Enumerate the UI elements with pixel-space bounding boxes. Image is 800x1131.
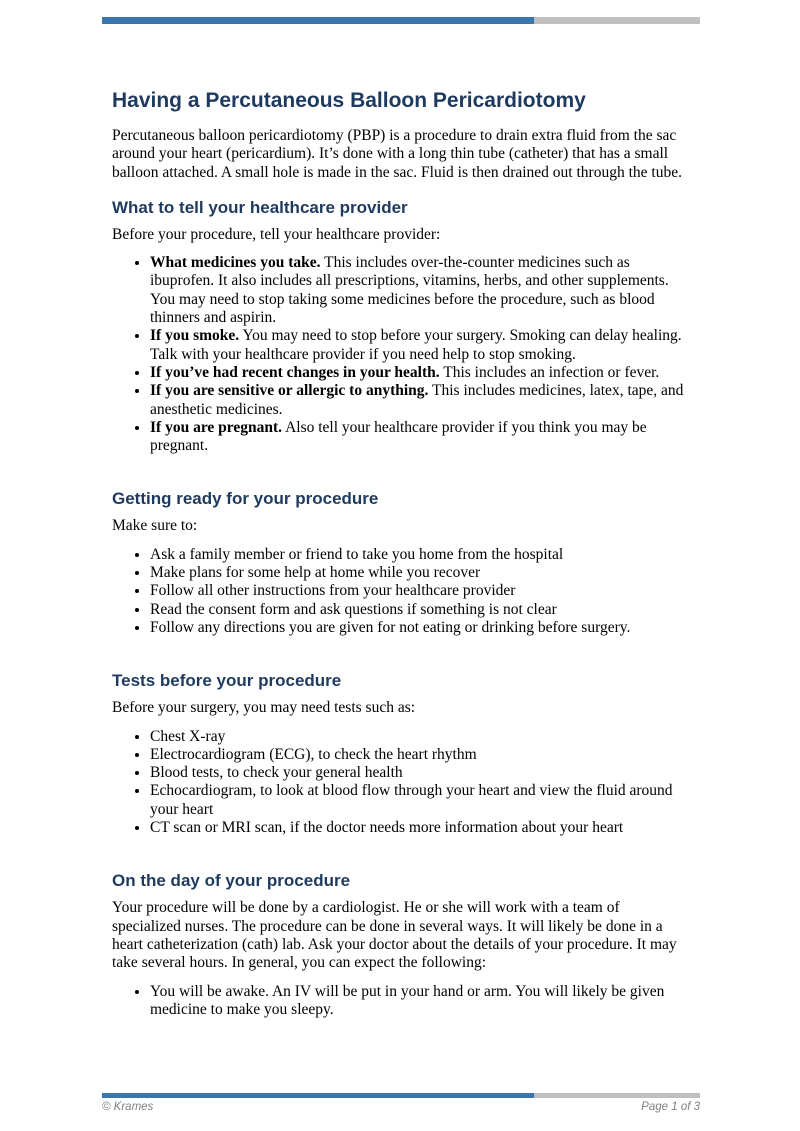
bullet-bold-lead: What medicines you take. [150,254,321,272]
section-intro: Before your procedure, tell your healthcare provider: [112,225,441,243]
list-item [150,564,689,582]
list-item [150,419,689,456]
section-tests-before [112,671,689,837]
bullet-bold-lead: If you smoke. [150,327,240,345]
copyright-text: © Krames [102,1101,154,1113]
list-item [150,327,689,364]
page-title: Having a Percutaneous Balloon Pericardiotomy [112,89,586,112]
bullet-text: Make plans for some help at home while you recover [150,564,481,582]
page-number: Page 1 of 3 [641,1101,700,1113]
bullet-text: Ask a family member or friend to take you home from the hospital [150,545,564,563]
section-day-of-procedure [112,871,689,1019]
footer-accent-bar-blue [102,1093,534,1098]
section-intro: Your procedure will be done by a cardiologist. He or she will work with a team of specialized nurses. The procedure can be done in several ways. It will likely be done in a heart catheterization (cath) lab. Ask your doctor about the details of your procedure. It may take several hours. In general, you can expect the following: [112,899,677,972]
section-intro: Before your surgery, you may need tests such as: [112,699,416,717]
bullet-bold-lead: If you are pregnant. [150,418,283,436]
section-heading: Tests before your procedure [112,671,342,691]
section-heading: Getting ready for your procedure [112,489,379,509]
list-item [150,619,689,637]
bullet-list [112,254,689,455]
bullet-text: Follow any directions you are given for not eating or drinking before surgery. [150,618,631,636]
bullet-bold-lead: If you’ve had recent changes in your health. [150,363,440,381]
bullet-list [112,728,689,838]
footer-accent-bar [102,1093,700,1098]
bullet-list [112,546,689,637]
bullet-bold-lead: If you are sensitive or allergic to anything. [150,382,429,400]
bullet-text: Electrocardiogram (ECG), to check the heart rhythm [150,745,477,763]
list-item [150,601,689,619]
list-item [150,364,689,382]
section-heading: What to tell your healthcare provider [112,197,408,217]
section-heading: On the day of your procedure [112,871,351,891]
bullet-text: This includes an infection or fever. [439,363,660,381]
bullet-text: Chest X-ray [150,727,226,745]
bullet-text: Follow all other instructions from your healthcare provider [150,582,516,600]
bullet-text: You may need to stop before your surgery. Smoking can delay healing. Talk with your healthcare provider if you need help to stop smoking. [150,327,682,363]
header-accent-bar [102,17,700,24]
bullet-list [112,983,689,1020]
list-item [150,382,689,419]
bullet-text: Echocardiogram, to look at blood flow through your heart and view the fluid around your heart [150,782,673,818]
header-accent-bar-blue [102,17,534,24]
section-getting-ready [112,489,689,637]
list-item [150,254,689,327]
bullet-text: Also tell your healthcare provider if you think you may be pregnant. [150,418,647,455]
list-item [150,582,689,600]
intro-paragraph: Percutaneous balloon pericardiotomy (PBP) is a procedure to drain extra fluid from the sac around your heart (pericardium). It’s done with a long thin tube (catheter) that has a small balloon attached. A small hole is made in the sac. Fluid is then drained out through the tube. [112,127,682,181]
list-item [150,546,689,564]
bullet-text: This includes over-the-counter medicines such as ibuprofen. It also includes all prescriptions, vitamins, herbs, and other supplements. You may need to stop taking some medicines before the procedure, such as blood thinners and aspirin. [150,254,669,327]
section-intro: Make sure to: [112,517,198,535]
bullet-text: This includes medicines, latex, tape, and anesthetic medicines. [150,382,684,418]
footer [102,1101,700,1113]
bullet-text: CT scan or MRI scan, if the doctor needs more information about your heart [150,819,624,837]
list-item [150,983,689,1020]
section-what-to-tell [112,198,689,456]
bullet-text: Blood tests, to check your general health [150,764,403,782]
document-content [112,88,689,1019]
bullet-text: Read the consent form and ask questions if something is not clear [150,600,557,618]
list-item [150,746,689,764]
list-item [150,764,689,782]
bullet-text: You will be awake. An IV will be put in your hand or arm. You will likely be given medicine to make you sleepy. [150,982,665,1018]
list-item [150,819,689,837]
list-item [150,728,689,746]
list-item [150,782,689,819]
